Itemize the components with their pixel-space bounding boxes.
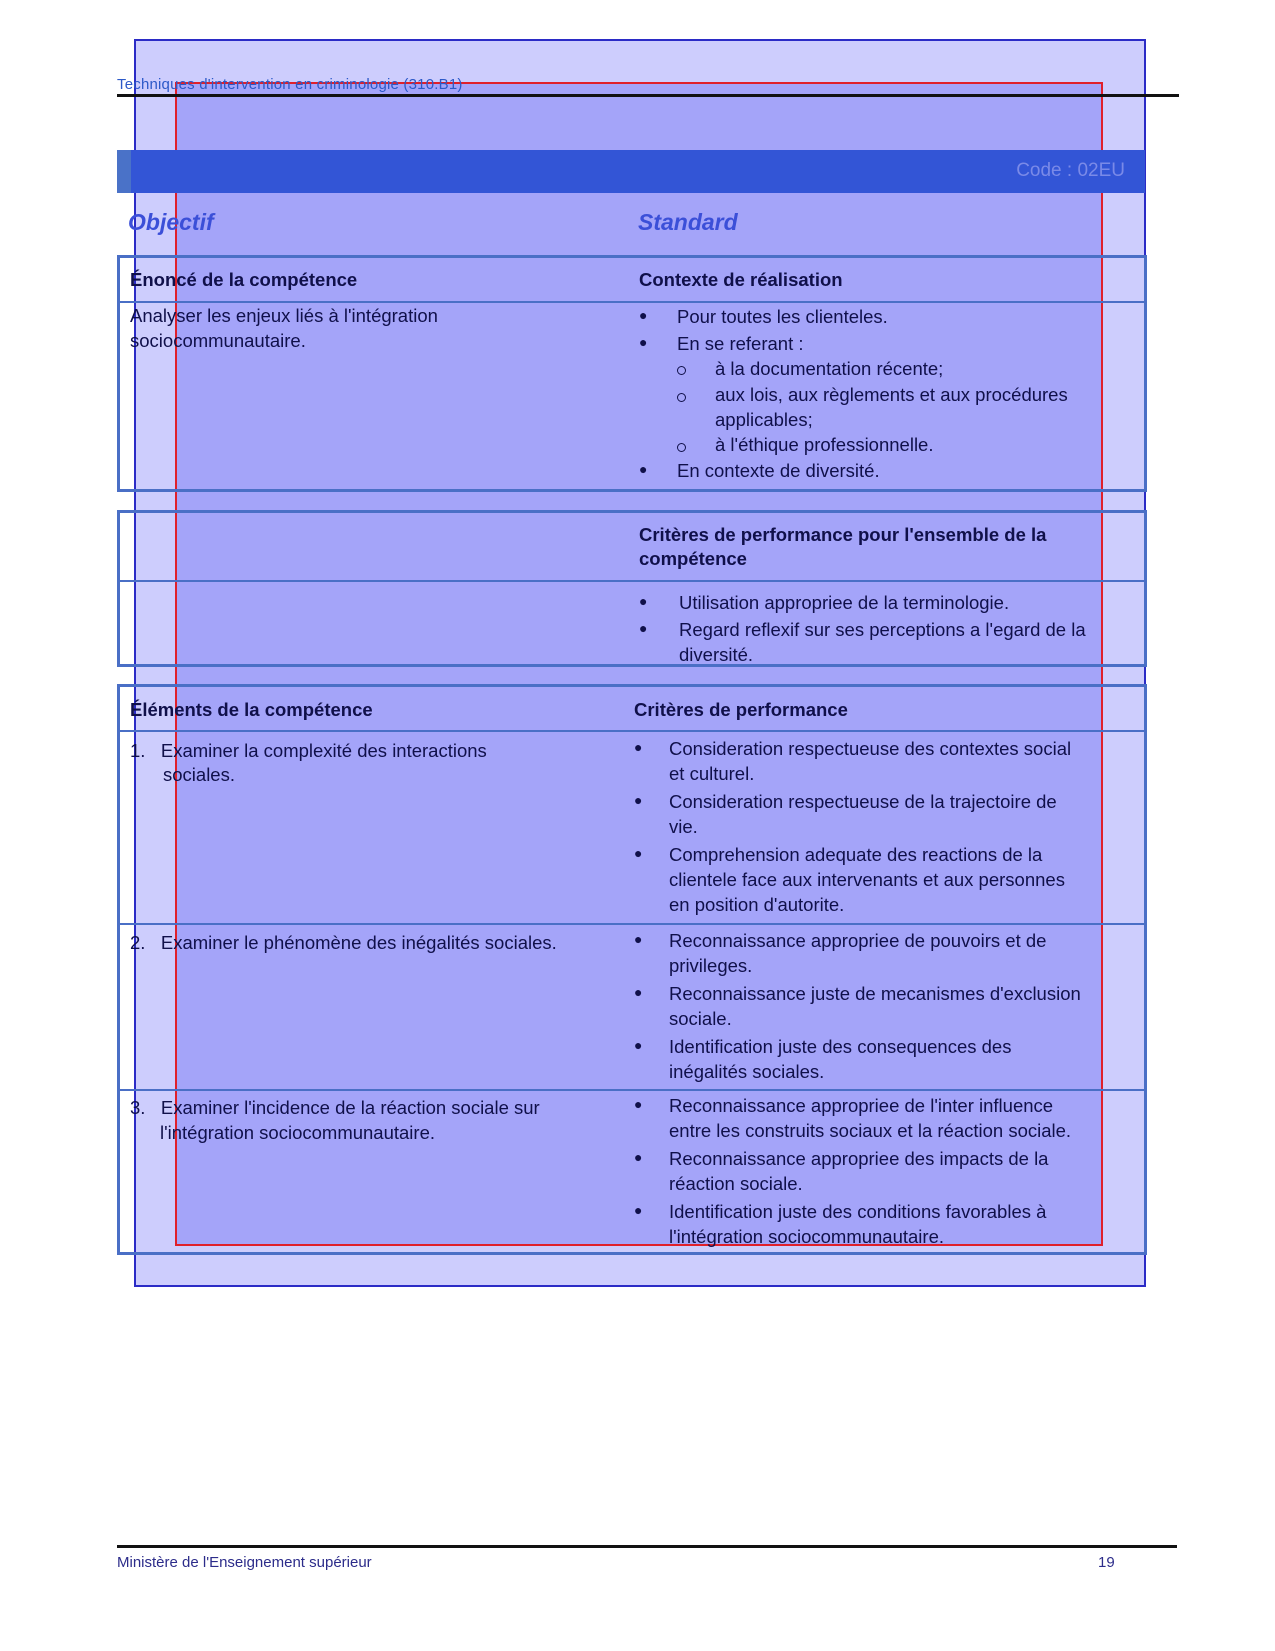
criterion: Identification juste des consequences des <box>669 1036 1012 1057</box>
bullet-icon: ● <box>634 984 643 1000</box>
element-3-cont: l'intégration sociocommunautaire. <box>160 1122 436 1143</box>
criterion-cont: privileges. <box>669 955 753 976</box>
bullet-icon: ● <box>639 334 648 350</box>
criterion-cont: en position d'autorite. <box>669 894 845 915</box>
table-divider <box>120 1089 1144 1091</box>
circle-bullet-icon <box>677 443 686 452</box>
element-3: 3. Examiner l'incidence de la réaction sociale sur <box>130 1097 540 1118</box>
course-code: Code : 02EU <box>1016 160 1125 181</box>
criterion-cont: vie. <box>669 816 698 837</box>
footer-rule <box>117 1545 1177 1548</box>
objectif-heading: Objectif <box>128 209 214 235</box>
circle-bullet-icon <box>677 393 686 402</box>
bullet-icon: ● <box>639 307 648 323</box>
criterion: Consideration respectueuse des contextes social <box>669 738 1072 759</box>
context-subitem: à la documentation récente; <box>715 358 944 379</box>
global-criterion: Utilisation appropriee de la terminologie. <box>679 592 1010 613</box>
bullet-icon: ● <box>634 1096 643 1112</box>
page-number: 19 <box>1098 1554 1115 1571</box>
element-1-cont: sociales. <box>163 764 235 785</box>
criterion: Reconnaissance appropriee de pouvoirs et de <box>669 930 1047 951</box>
bullet-icon: ● <box>634 1202 643 1218</box>
context-item: Pour toutes les clienteles. <box>677 306 888 327</box>
bullet-icon: ● <box>639 461 648 477</box>
bullet-icon: ● <box>639 620 648 636</box>
bullet-icon: ● <box>639 593 648 609</box>
table-divider <box>120 923 1144 925</box>
competence-statement: Analyser les enjeux liés à l'intégration <box>130 305 438 326</box>
criterion-cont: sociale. <box>669 1008 732 1029</box>
elements-heading: Éléments de la compétence <box>130 699 373 720</box>
element-2: 2. Examiner le phénomène des inégalités sociales. <box>130 932 557 953</box>
criterion: Comprehension adequate des reactions de la <box>669 844 1043 865</box>
circle-bullet-icon <box>677 366 686 375</box>
global-criterion: Regard reflexif sur ses perceptions a l'egard de la <box>679 619 1086 640</box>
criterion-cont: clientele face aux intervenants et aux personnes <box>669 869 1065 890</box>
criterion: Reconnaissance appropriee des impacts de la <box>669 1148 1049 1169</box>
bullet-icon: ● <box>634 1037 643 1053</box>
bullet-icon: ● <box>634 792 643 808</box>
competence-statement-cont: sociocommunautaire. <box>130 330 306 351</box>
table-divider <box>120 730 1144 732</box>
footer-ministry: Ministère de l'Enseignement supérieur <box>117 1554 372 1571</box>
table-divider <box>120 580 1144 582</box>
standard-heading: Standard <box>638 209 738 235</box>
criterion-cont: entre les construits sociaux et la réaction sociale. <box>669 1120 1072 1141</box>
criterion-cont: l'intégration sociocommunautaire. <box>669 1226 945 1247</box>
bullet-icon: ● <box>634 931 643 947</box>
criterion: Consideration respectueuse de la trajectoire de <box>669 791 1057 812</box>
enonce-heading: Énoncé de la compétence <box>130 269 358 290</box>
bullet-icon: ● <box>634 1149 643 1165</box>
running-header: Techniques d'intervention en criminologie (310.B1) <box>117 76 463 93</box>
criterion-cont: inégalités sociales. <box>669 1061 825 1082</box>
bullet-icon: ● <box>634 845 643 861</box>
criterion: Reconnaissance appropriee de l'inter influence <box>669 1095 1054 1116</box>
context-item: En contexte de diversité. <box>677 460 880 481</box>
global-criteria-heading: Critères de performance pour l'ensemble de la <box>639 524 1047 545</box>
contexte-heading: Contexte de réalisation <box>639 269 843 290</box>
context-subitem: aux lois, aux règlements et aux procédures <box>715 384 1068 405</box>
criterion: Identification juste des conditions favorables à <box>669 1201 1047 1222</box>
context-item: En se referant : <box>677 333 804 354</box>
element-1: 1. Examiner la complexité des interactions <box>130 740 487 761</box>
criterion-cont: réaction sociale. <box>669 1173 803 1194</box>
context-subitem-cont: applicables; <box>715 409 813 430</box>
code-band <box>117 150 1145 193</box>
header-rule <box>117 94 1179 97</box>
performance-heading: Critères de performance <box>634 699 848 720</box>
criterion-cont: et culturel. <box>669 763 755 784</box>
bullet-icon: ● <box>634 739 643 755</box>
criterion: Reconnaissance juste de mecanismes d'exclusion <box>669 983 1081 1004</box>
context-subitem: à l'éthique professionnelle. <box>715 434 934 455</box>
global-criterion-cont: diversité. <box>679 644 754 665</box>
global-criteria-heading-cont: compétence <box>639 548 747 569</box>
